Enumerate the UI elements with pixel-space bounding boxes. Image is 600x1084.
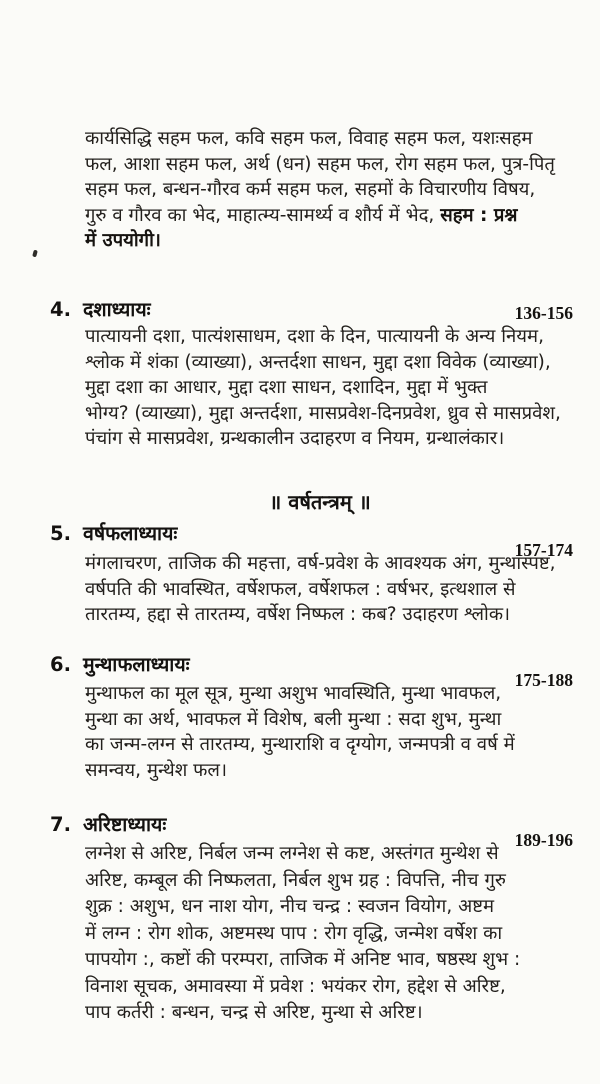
- section-title: मुन्थाफलाध्यायः: [82, 653, 190, 676]
- toc-line: मंगलाचरण, ताजिक की महत्ता, वर्ष-प्रवेश के आवश्यक अंग, मुन्थास्पष्ट,: [85, 553, 556, 574]
- toc-line: पंचांग से मासप्रवेश, ग्रन्थकालीन उदाहरण व नियम, ग्रन्थालंकार।: [85, 428, 505, 450]
- toc-line: [85, 203, 555, 229]
- section-4-page-range: 136-156: [514, 303, 573, 323]
- toc-line: पाप कर्तरी : बन्धन, चन्द्र से अरिष्ट, मुन्था से अरिष्ट।: [85, 1002, 423, 1023]
- section-title: वर्षफलाध्यायः: [82, 522, 178, 545]
- toc-line: में लग्न : रोग शोक, अष्टमस्थ पाप : रोग वृद्धि, जन्मेश वर्षेश का: [85, 922, 503, 944]
- toc-line: का जन्म-लग्न से तारतम्य, मुन्थाराशि व दृग्योग, जन्मपत्री व वर्ष में: [85, 734, 515, 756]
- toc-line: सहम फल, बन्धन-गौरव कर्म सहम फल, सहमों के विचारणीय विषय,: [85, 179, 536, 201]
- toc-line: भोग्य? (व्याख्या), मुद्दा अन्तर्दशा, मासप्रवेश-दिनप्रवेश, ध्रुव से मासप्रवेश,: [85, 402, 561, 424]
- toc-line-normal-part: गुरु व गौरव का भेद, माहात्म्य-सामर्थ्य व शौर्य में भेद,: [85, 204, 441, 226]
- toc-line-bold-part: सहम : प्रश्न: [440, 204, 518, 226]
- section-5-page-range: 157-174: [514, 540, 573, 560]
- ink-speck-artifact: [32, 250, 38, 258]
- section-number: 5.: [50, 522, 71, 545]
- toc-line: मुन्था का अर्थ, भावफल में विशेष, बली मुन्था : सदा शुभ, मुन्था: [85, 708, 502, 730]
- toc-line: कार्यसिद्धि सहम फल, कवि सहम फल, विवाह सहम फल, यशःसहम: [85, 128, 533, 149]
- toc-line: वर्षपति की भावस्थित, वर्षेशफल, वर्षेशफल : वर्षभर, इत्थशाल से: [85, 578, 516, 600]
- section-7-heading: [50, 810, 166, 837]
- section-4-heading: [50, 295, 151, 322]
- section-title: अरिष्टाध्यायः: [82, 813, 167, 836]
- toc-line: लग्नेश से अरिष्ट, निर्बल जन्म लग्नेश से कष्ट, अस्तंगत मुन्थेश से: [85, 843, 499, 864]
- toc-line: पापयोग :, कष्टों की परम्परा, ताजिक में अनिष्ट भाव, षष्ठस्थ शुभ :: [85, 949, 521, 970]
- section-5-heading: [50, 519, 177, 546]
- section-4-topics: [85, 324, 561, 452]
- toc-line: तारतम्य, हद्दा से तारतम्य, वर्षेश निष्फल : कब? उदाहरण श्लोक।: [85, 604, 511, 626]
- section-title: दशाध्यायः: [82, 298, 151, 321]
- toc-line: अरिष्ट, कम्बूल की निष्फलता, निर्बल शुभ ग्रह : विपत्ति, नीच गुरु: [85, 869, 506, 891]
- section-6-topics: [85, 681, 515, 783]
- toc-line: समन्वय, मुन्थेश फल।: [85, 759, 227, 781]
- section-number: 7.: [50, 813, 71, 836]
- toc-line: शुक्र : अशुभ, धन नाश योग, नीच चन्द्र : स्वजन वियोग, अष्टम: [85, 896, 495, 917]
- chapter3-topics-paragraph: [85, 126, 555, 254]
- toc-line: फल, आशा सहम फल, अर्थ (धन) सहम फल, रोग सहम फल, पुत्र-पितृ: [85, 153, 555, 175]
- section-number: 6.: [50, 653, 71, 676]
- section-6-heading: [50, 650, 190, 677]
- section-6-page-range: 175-188: [514, 670, 573, 690]
- toc-line: पात्यायनी दशा, पात्यंशसाधम, दशा के दिन, पात्यायनी के अन्य नियम,: [85, 326, 544, 347]
- toc-line: में उपयोगी।: [85, 230, 161, 252]
- toc-line: विनाश सूचक, अमावस्या में प्रवेश : भयंकर रोग, हद्देश से अरिष्ट,: [85, 975, 506, 997]
- toc-line: मुद्दा दशा का आधार, मुद्दा दशा साधन, दशादिन, मुद्दा में भुक्त: [85, 377, 488, 399]
- section-number: 4.: [50, 298, 71, 321]
- section-5-topics: [85, 551, 556, 628]
- section-7-page-range: 189-196: [514, 830, 573, 850]
- toc-line: श्लोक में शंका (व्याख्या), अन्तर्दशा साधन, मुद्दा दशा विवेक (व्याख्या),: [85, 351, 551, 373]
- toc-line: मुन्थाफल का मूल सूत्र, मुन्था अशुभ भावस्थिति, मुन्था भावफल,: [85, 683, 502, 704]
- section-7-topics: [85, 841, 520, 1027]
- part-divider-varshatantram: ॥ वर्षतन्त्रम् ॥: [269, 490, 371, 514]
